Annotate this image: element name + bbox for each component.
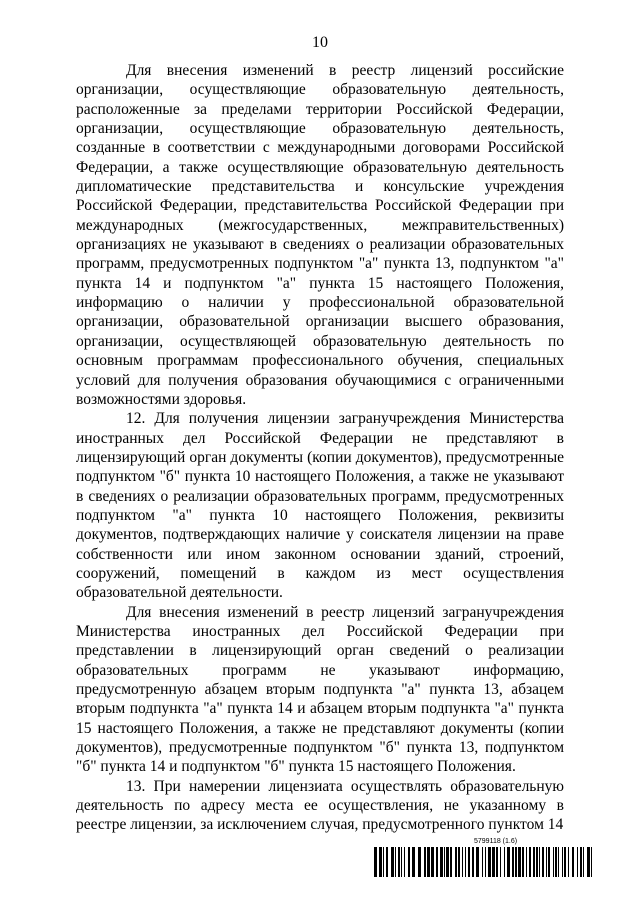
barcode-bar [462,847,463,877]
barcode-bar [504,847,505,877]
barcode-bar [542,847,544,877]
barcode-bar [401,847,402,877]
barcode-bar [424,847,426,877]
barcode-bar [391,847,394,877]
barcode-bar [546,847,547,877]
barcode-bar [488,847,491,877]
barcode-bar [412,847,415,877]
barcode-bar [555,847,557,877]
barcode-bar [568,847,569,877]
barcode-bar [572,847,574,877]
barcode-bar [507,847,510,877]
barcode-bar [465,847,466,877]
barcode-bar [436,847,438,877]
barcode-bar [536,847,538,877]
barcode-bar [562,847,563,877]
barcode-bar [446,847,449,877]
barcode-bar [418,847,421,877]
barcode-code: 5799118 (1.6) [474,838,518,845]
barcode-bar [482,847,483,877]
barcode-bar [496,847,498,877]
barcode-bar [408,847,410,877]
barcode-bar [379,847,382,877]
barcode-bar [485,847,486,877]
barcode-bar [500,847,501,877]
barcode-bar [431,847,434,877]
paragraph-3: Для внесения изменений в реестр лицензий загранучреждения Министерства иностранных дел Российской Федерации при представлении в лицензирующий орган сведений о реализации образовательных программ не указывают информацию, предусмотренную абзацем вторым подпункта "а" пункта 13, абзацем вторым подпункта "а" пункта 14 и абзацем вторым подпункта "а" пункта 15 настоящего Положения, а также не представляют документы (копии документов), предусмотренные подпунктом "б" пункта 13, подпунктом "б" пункта 14 и подпунктом "б" пункта 15 настоящего Положения. [76,603,564,776]
barcode-bar [374,847,377,877]
barcode-bar [468,847,470,877]
paragraph-1: Для внесения изменений в реестр лицензий российские организации, осуществляющие образовательную деятельность, расположенные за пределами территории Российской Федерации, организации, осуществляющие образовательную деятельность, созданные в соответствии с международными договорами Российской Федерации, а также осуществляющие образовательную деятельность дипломатические представительства и консульские учреждения Российской Федерации, представительства Российской Федерации при международных (межгосударственных, межправительственных) организациях не указывают в сведениях о реализации образовательных программ, предусмотренных подпунктом "а" пункта 13, подпунктом "а" пункта 14 и подпунктом "а" пункта 15 настоящего Положения, информацию о наличии у профессиональной образовательной организации, образовательной организации высшего образования, организации, осуществляющей образовательную деятельность по основным программам профессионального обучения, специальных условий для получения образования обучающимися с ограниченными возможностями здоровья. [76,62,564,408]
paragraph-4: 13. При намерении лицензиата осуществлять образовательную деятельность по адресу места ее осуществления, не указанному в реестре лицензии, за исключением случая, предусмотренного пунктом 14 [76,777,564,834]
barcode-bar [398,847,400,877]
barcode-bar [583,847,584,877]
document-body [76,61,564,835]
barcode-bar [548,847,550,877]
barcode-bar [553,847,554,877]
barcode-bar [515,847,517,877]
barcode-bar [564,847,566,877]
barcode-bar [518,847,521,877]
barcode-bar [591,847,592,877]
barcode-icon [374,847,592,877]
page-number: 10 [312,34,328,51]
barcode-bar [455,847,457,877]
barcode-bar [450,847,452,877]
barcode-bar [404,847,405,877]
barcode-bar [472,847,474,877]
barcode-bar [533,847,535,877]
barcode-bar [383,847,384,877]
barcode-bar [492,847,495,877]
barcode-bar [427,847,430,877]
barcode-bar [577,847,578,877]
barcode-bar [558,847,559,877]
barcode-bar [395,847,396,877]
barcode-bar [529,847,531,877]
paragraph-2: 12. Для получения лицензии загранучреждения Министерства иностранных дел Российской Федерации не представляют в лицензирующий орган документы (копии документов), предусмотренные подпунктом "б" пункта 10 настоящего Положения, а также не указывают в сведениях о реализации образовательных программ, предусмотренных подпунктом "а" пункта 10 настоящего Положения, реквизиты документов, подтверждающих наличие у соискателя лицензии на праве собственности или ином законном основании зданий, строений, сооружений, помещений в каждом из мест осуществления образовательной деятельности. [76,410,564,602]
barcode-bar [386,847,388,877]
barcode-bar [526,847,527,877]
barcode-bar [458,847,460,877]
barcode-bar [539,847,540,877]
barcode-bar [444,847,445,877]
barcode-bar [580,847,582,877]
barcode-bar [587,847,590,877]
barcode-bar [440,847,443,877]
barcode-bar [522,847,524,877]
barcode-block [374,838,592,878]
barcode-bar [512,847,514,877]
barcode-bar [476,847,479,877]
